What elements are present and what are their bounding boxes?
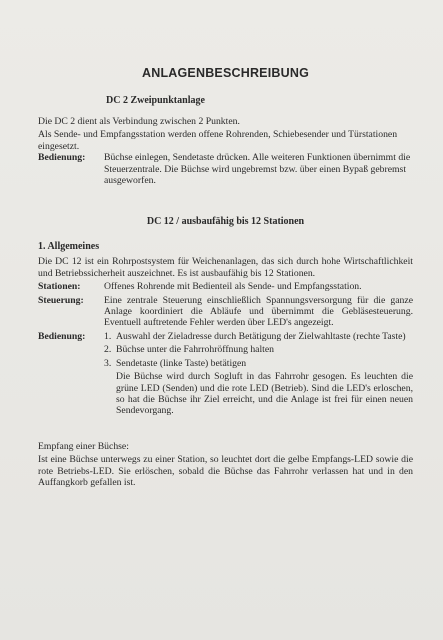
dc12-bedienung-label: Bedienung: xyxy=(38,330,86,342)
step-text: Sendetaste (linke Taste) betätigen xyxy=(116,357,247,369)
list-item xyxy=(104,344,413,355)
dc2-bedienung-row xyxy=(38,152,413,186)
step-number: 1. xyxy=(104,330,112,342)
step-number: 2. xyxy=(104,344,112,356)
step-text: Büchse unter die Fahrrohröffnung halten xyxy=(116,344,275,356)
empfang-heading: Empfang einer Büchse: xyxy=(38,440,129,452)
steuerung-row xyxy=(38,295,413,329)
stationen-label: Stationen: xyxy=(38,281,81,293)
steuerung-text: Eine zentrale Steuerung einschließlich Spannungsversorgung für die ganze Anlage koordiniert die Abläufe und übernimmt die Gebläsesteuerung. Eventuell auftretende Fehler werden über LED's angezeigt. xyxy=(104,294,413,329)
step-text: Auswahl der Zieladresse durch Betätigung der Zielwahltaste (rechte Taste) xyxy=(116,330,406,342)
stationen-text: Offenes Rohrende mit Bedienteil als Sende- und Empfangsstation. xyxy=(104,281,362,293)
steuerung-label: Steuerung: xyxy=(38,294,84,306)
empfang-text: Ist eine Büchse unterwegs zu einer Station, so leuchtet dort die gelbe Empfangs-LED sowie die rote Betriebs-LED. Sie erlöschen, sobald die Büchse das Fahrrohr verlassen hat und in den Auffangkorb gefallen ist. xyxy=(38,454,413,488)
dc2-para-2: Als Sende- und Empfangsstation werden offene Rohrenden, Schiebesender und Türstationen eingesetzt. xyxy=(38,129,398,152)
allgemeines-text: Die DC 12 ist ein Rohrpostsystem für Weichenanlagen, das sich durch hohe Wirtschaftlichkeit und Betriebssicherheit auszeichnet. Es ist ausbaufähig bis 12 Stationen. xyxy=(38,256,413,279)
dc2-bedienung-text: Büchse einlegen, Sendetaste drücken. Alle weiteren Funktionen übernimmt die Steuerzentrale. Die Büchse wird ungebremst bzw. über einen Bypaß gebremst ausgeworfen. xyxy=(104,152,411,187)
list-item xyxy=(104,358,413,369)
allgemeines-heading: 1. Allgemeines xyxy=(38,241,100,253)
dc2-heading: DC 2 Zweipunktanlage xyxy=(106,95,205,106)
dc2-bedienung-label: Bedienung: xyxy=(38,152,86,164)
dc12-heading: DC 12 / ausbaufähig bis 12 Stationen xyxy=(146,216,305,228)
dc2-para-1: Die DC 2 dient als Verbindung zwischen 2 Punkten. xyxy=(38,116,240,127)
dc12-bedienung-row xyxy=(38,331,413,417)
page-title: ANLAGENBESCHREIBUNG xyxy=(141,66,309,80)
bedienung-steps xyxy=(104,331,413,369)
step-number: 3. xyxy=(104,357,112,369)
list-item xyxy=(104,331,413,342)
stationen-row xyxy=(38,281,413,292)
step3-detail: Die Büchse wird durch Sogluft in das Fahrrohr gesogen. Es leuchten die grüne LED (Senden) und die rote LED (Betrieb). Sind die LED's erloschen, so hat die Büchse ihr Ziel erreicht, und die Anlage ist frei für einen neuen Sendevorgang. xyxy=(116,371,413,417)
